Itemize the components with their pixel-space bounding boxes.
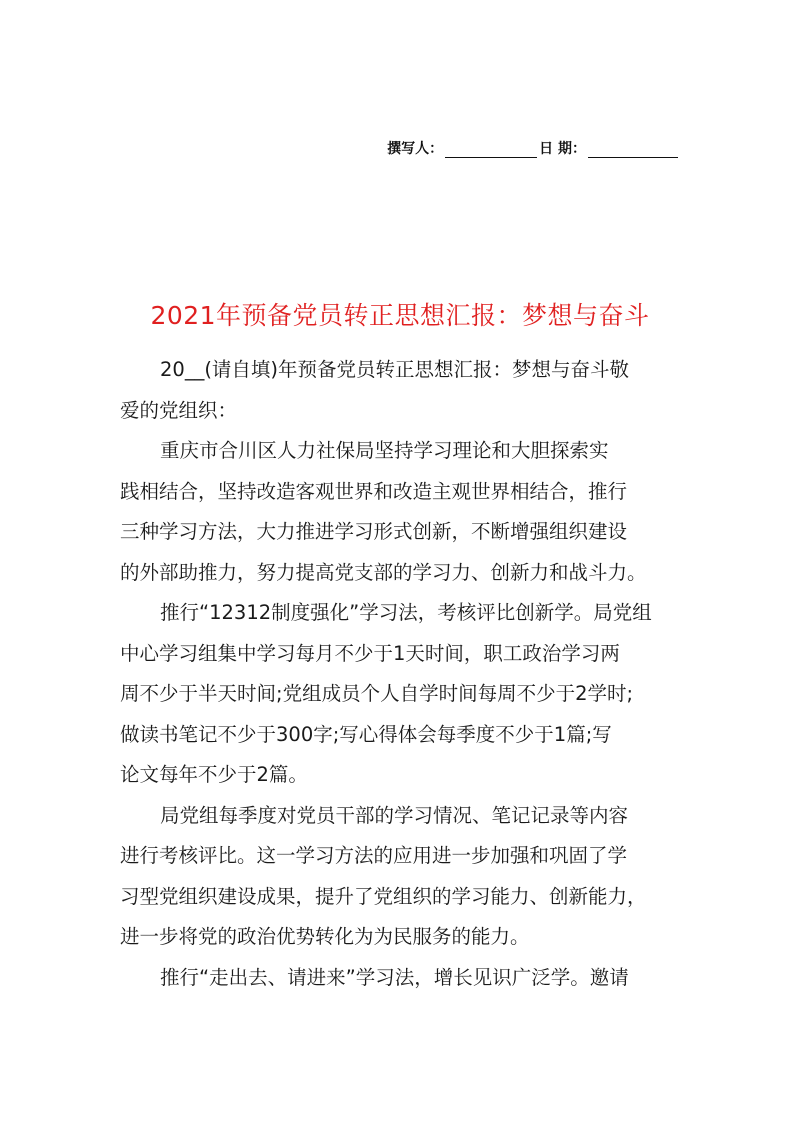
- body-line: 推行“走出去、请进来”学习法，增长见识广泛学。邀请: [160, 965, 629, 989]
- body-line: 习型党组织建设成果，提升了党组织的学习能力、创新能力，: [120, 884, 647, 908]
- body-line: 20__(请自填)年预备党员转正思想汇报：梦想与奋斗敬: [160, 358, 630, 381]
- body-line: 推行“12312制度强化”学习法，考核评比创新学。局党组: [160, 601, 652, 624]
- body-line: 进行考核评比。这一学习方法的应用进一步加强和巩固了学: [120, 844, 628, 867]
- body-line: 做读书笔记不少于300字;写心得体会每季度不少于1篇;写: [120, 722, 612, 746]
- date-blank-line: [588, 141, 678, 158]
- body-line: 论文每年不少于2篇。: [120, 763, 308, 786]
- body-line: 的外部助推力，努力提高党支部的学习力、创新力和战斗力。: [120, 560, 647, 584]
- body-line: 三种学习方法，大力推进学习形式创新，不断增强组织建设: [120, 520, 628, 543]
- document-body: [120, 350, 682, 998]
- document-title: 2021年预备党员转正思想汇报：梦想与奋斗: [150, 301, 650, 330]
- body-line: 周不少于半天时间;党组成员个人自学时间每周不少于2学时;: [120, 682, 634, 705]
- body-line: 局党组每季度对党员干部的学习情况、笔记记录等内容: [160, 803, 629, 827]
- body-line: 重庆市合川区人力社保局坚持学习理论和大胆探索实: [160, 439, 609, 462]
- author-label: 撰写人：: [387, 141, 444, 157]
- body-line: 爱的党组织：: [120, 398, 238, 422]
- author-blank-line: [445, 141, 537, 158]
- body-line: 践相结合，坚持改造客观世界和改造主观世界相结合，推行: [120, 479, 628, 503]
- date-label: 日 期：: [539, 141, 586, 157]
- header-author-date: [387, 138, 680, 158]
- body-line: 中心学习组集中学习每月不少于1天时间，职工政治学习两: [120, 641, 620, 665]
- body-line: 进一步将党的政治优势转化为为民服务的能力。: [120, 925, 530, 948]
